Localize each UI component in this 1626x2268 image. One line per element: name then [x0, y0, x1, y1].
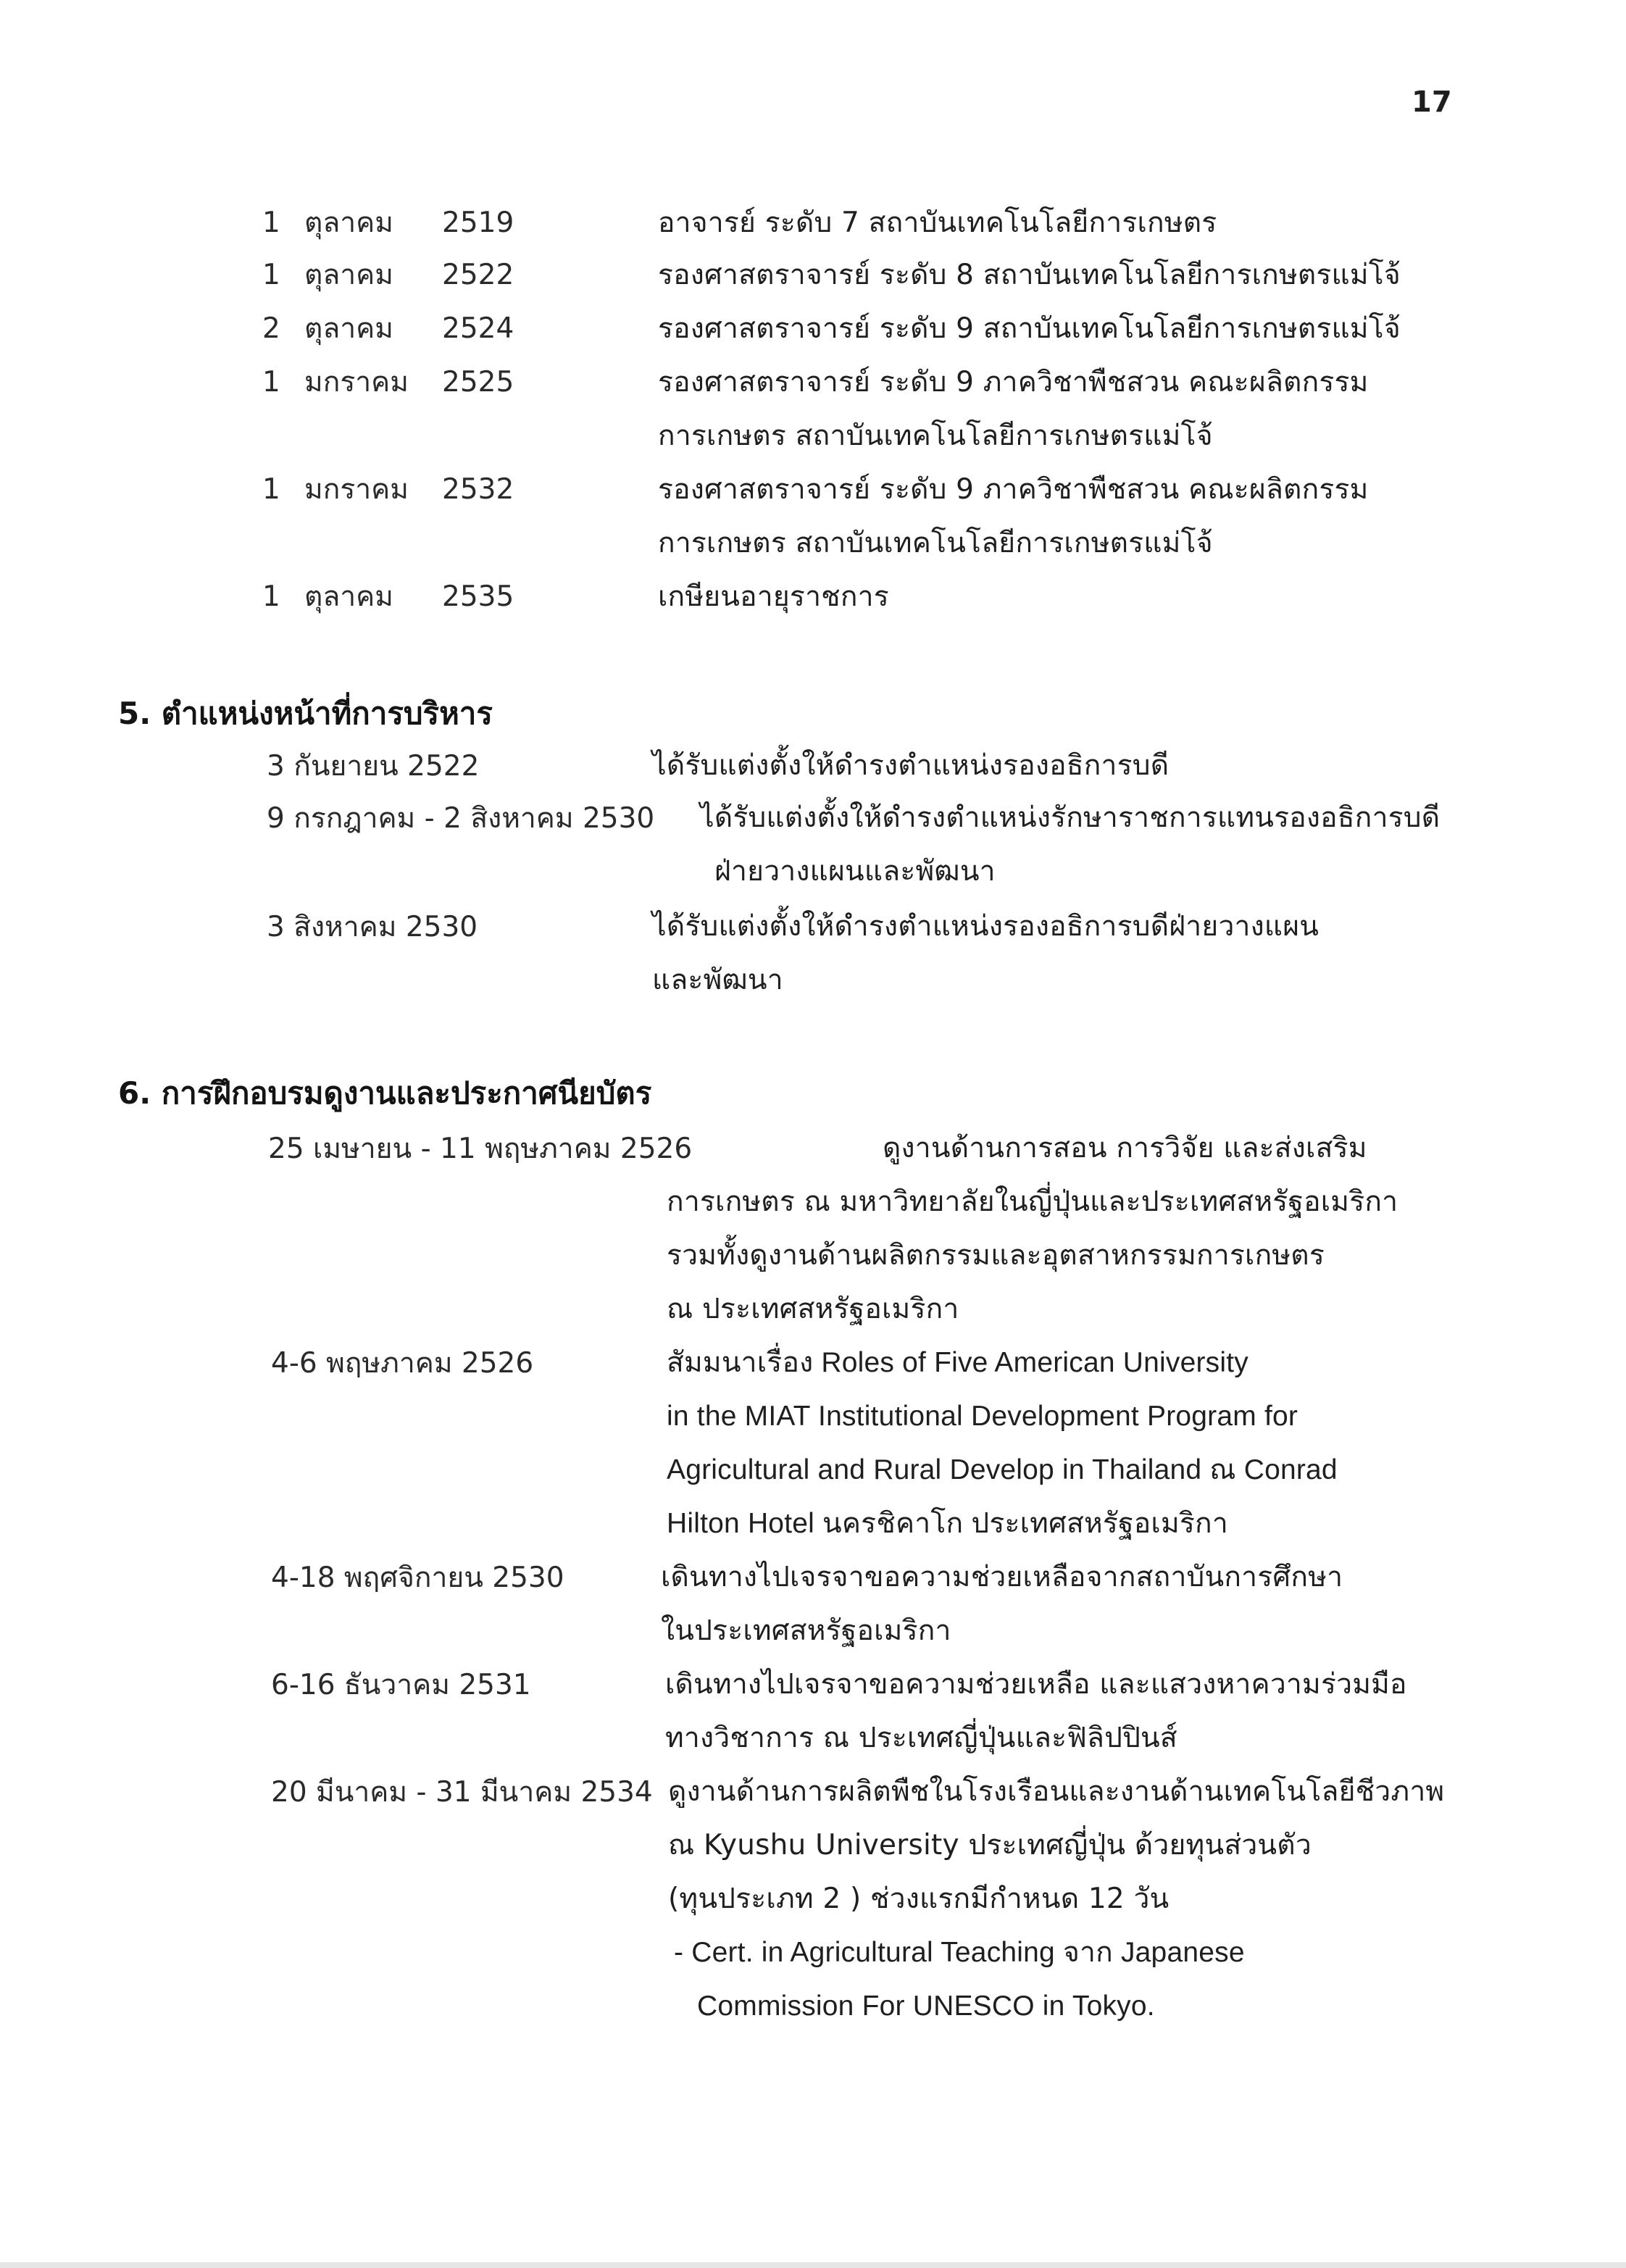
description-line: Hilton Hotel นครชิคาโก ประเทศสหรัฐอเมริกา [667, 1508, 1228, 1539]
timeline-description [658, 249, 1401, 302]
description-line: รองศาสตราจารย์ ระดับ 8 สถาบันเทคโนโลยีการเกษตรแม่โจ้ [658, 259, 1401, 291]
description-line: เดินทางไปเจรจาขอความช่วยเหลือจากสถาบันการศึกษา [661, 1561, 1343, 1593]
description-line: ทางวิชาการ ณ ประเทศญี่ปุ่นและฟิลิปปินส์ [665, 1722, 1177, 1754]
description-line: Agricultural and Rural Develop in Thailand ณ Conrad [667, 1454, 1338, 1485]
position-description [652, 739, 1169, 793]
section-heading: 6. การฝึกอบรมดูงานและประกาศนียบัตร [118, 1075, 652, 1111]
date-month: ตุลาคม [304, 312, 393, 345]
description-line: รองศาสตราจารย์ ระดับ 9 ภาควิชาพืชสวน คณะผลิตกรรม [658, 473, 1369, 506]
description-line: Commission For UNESCO in Tokyo. [697, 1990, 1155, 2022]
position-date: 3 สิงหาคม 2530 [267, 911, 478, 943]
training-date: 20 มีนาคม - 31 มีนาคม 2534 [271, 1776, 653, 1809]
date-month: มกราคม [304, 473, 409, 506]
description-line: ดูงานด้านการผลิตพืชในโรงเรือนและงานด้านเทคโนโลยีชีวภาพ [668, 1775, 1445, 1808]
training-description [667, 1175, 1398, 1336]
description-line: - Cert. in Agricultural Teaching จาก Japanese [674, 1937, 1245, 1968]
position-description [652, 900, 1319, 1007]
training-description [665, 1658, 1407, 1765]
date-year: 2532 [442, 473, 514, 506]
description-line: ได้รับแต่งตั้งให้ดำรงตำแหน่งรองอธิการบดี [652, 749, 1170, 782]
training-description [668, 1765, 1444, 2033]
training-description [661, 1551, 1343, 1658]
description-line: เดินทางไปเจรจาขอความช่วยเหลือ และแสวงหาความร่วมมือ [665, 1668, 1407, 1701]
date-year: 2522 [442, 259, 514, 291]
position-date: 9 กรกฎาคม - 2 สิงหาคม 2530 [267, 802, 655, 835]
date-day: 1 [262, 366, 280, 399]
description-line: รองศาสตราจารย์ ระดับ 9 สถาบันเทคโนโลยีการเกษตรแม่โจ้ [658, 312, 1401, 345]
description-line: อาจารย์ ระดับ 7 สถาบันเทคโนโลยีการเกษตร [658, 207, 1217, 239]
date-year: 2525 [442, 366, 514, 399]
date-year: 2535 [442, 580, 514, 613]
description-line: ณ ประเทศสหรัฐอเมริกา [667, 1293, 959, 1325]
description-line: ณ Kyushu University ประเทศญี่ปุ่น ด้วยทุนส่วนตัว [668, 1829, 1312, 1861]
description-line: ในประเทศสหรัฐอเมริกา [661, 1614, 951, 1647]
description-line: ดูงานด้านการสอน การวิจัย และส่งเสริม [883, 1132, 1367, 1164]
description-line: รวมทั้งดูงานด้านผลิตกรรมและอุตสาหกรรมการเกษตร [667, 1239, 1325, 1272]
position-date: 3 กันยายน 2522 [267, 750, 480, 783]
date-month: ตุลาคม [304, 259, 393, 291]
training-date: 6-16 ธันวาคม 2531 [271, 1669, 531, 1701]
date-month: ตุลาคม [304, 580, 393, 613]
date-month: ตุลาคม [304, 207, 393, 239]
training-description-first [883, 1122, 1367, 1175]
description-line: ฝ่ายวางแผนและพัฒนา [714, 855, 996, 888]
training-date: 25 เมษายน - 11 พฤษภาคม 2526 [268, 1133, 693, 1165]
training-description [667, 1336, 1338, 1551]
date-year: 2524 [442, 312, 514, 345]
description-line: รองศาสตราจารย์ ระดับ 9 ภาควิชาพืชสวน คณะผลิตกรรม [658, 366, 1369, 399]
section-heading: 5. ตำแหน่งหน้าที่การบริหาร [118, 696, 493, 731]
description-line: การเกษตร สถาบันเทคโนโลยีการเกษตรแม่โจ้ [658, 527, 1213, 559]
description-line: สัมมนาเรื่อง Roles of Five American University [667, 1347, 1248, 1378]
timeline-description [658, 302, 1401, 356]
description-line: และพัฒนา [652, 964, 783, 996]
date-day: 1 [262, 207, 280, 239]
page-number: 17 [1412, 86, 1452, 119]
description-line: เกษียนอายุราชการ [658, 580, 889, 613]
timeline-description [658, 570, 889, 624]
timeline-description [658, 463, 1369, 570]
date-month: มกราคม [304, 366, 409, 399]
timeline-description [658, 356, 1369, 463]
training-date: 4-6 พฤษภาคม 2526 [271, 1347, 534, 1380]
timeline-description [658, 196, 1217, 250]
description-line: การเกษตร ณ มหาวิทยาลัยในญี่ปุ่นและประเทศสหรัฐอเมริกา [667, 1185, 1398, 1218]
description-line: ได้รับแต่งตั้งให้ดำรงตำแหน่งรักษาราชการแทนรองอธิการบดี [700, 801, 1441, 834]
scan-bottom-edge [0, 2262, 1626, 2268]
date-day: 2 [262, 312, 280, 345]
date-day: 1 [262, 473, 280, 506]
description-line: (ทุนประเภท 2 ) ช่วงแรกมีกำหนด 12 วัน [668, 1883, 1170, 1915]
description-line: การเกษตร สถาบันเทคโนโลยีการเกษตรแม่โจ้ [658, 420, 1213, 452]
position-description [700, 791, 1440, 899]
date-day: 1 [262, 580, 280, 613]
date-day: 1 [262, 259, 280, 291]
description-line: ได้รับแต่งตั้งให้ดำรงตำแหน่งรองอธิการบดีฝ่ายวางแผน [652, 910, 1319, 943]
description-line: in the MIAT Institutional Development Program for [667, 1401, 1298, 1432]
training-date: 4-18 พฤศจิกายน 2530 [271, 1562, 564, 1594]
date-year: 2519 [442, 207, 514, 239]
